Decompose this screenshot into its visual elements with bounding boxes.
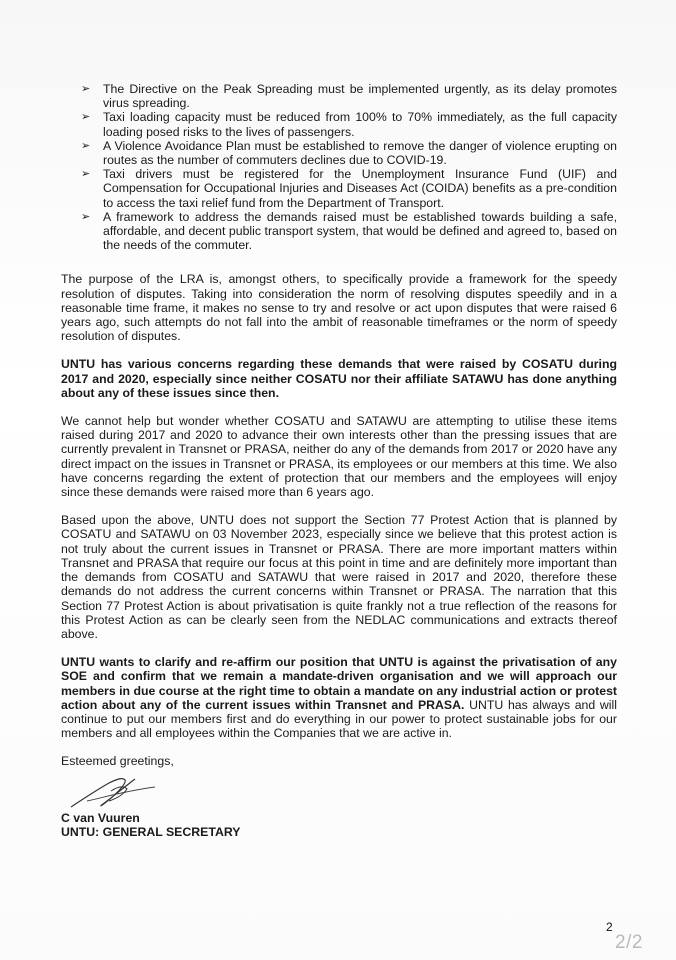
wonder-paragraph: We cannot help but wonder whether COSATU and SATAWU are attempting to utilise these items raised during 2017 and 2020 to advance their own interests other than the pressing issues that are currently prevalent in Transnet or PRASA, neither do any of the demands from 2017 or 2020 have any direct impact on the issues in Transnet or PRASA, its employees or our members at this time. We also have concerns regarding the extent of protection that our members and the employees will enjoy since these demands were raised more than 6 years ago. (61, 414, 617, 500)
list-item: ➢ Taxi loading capacity must be reduced from 100% to 70% immediately, as the full capacity loading posed risks to the lives of passengers. (81, 110, 617, 139)
arrow-bullet-icon: ➢ (81, 83, 91, 95)
clarify-rest-text: UNTU has always and will continue to put our members first and do everything in our power to protect sustainable jobs for our members and all employees within the Companies that we are active in. (61, 697, 617, 741)
list-item: ➢ The Directive on the Peak Spreading must be implemented urgently, as its delay promotes virus spreading. (81, 82, 617, 111)
based-upon-paragraph: Based upon the above, UNTU does not support the Section 77 Protest Action that is planned by COSATU and SATAWU on 03 November 2023, especially since we believe that this protest action is not truly about the current issues in Transnet or PRASA. There are more important matters within Transnet and PRASA that require our focus at this point in time and are definitely more important than the demands from COSATU and SATAWU that were raised in 2017 and 2020, therefore these demands do not address the current concerns within Transnet or PRASA. The narration that this Section 77 Protest Action is about privatisation is quite frankly not a true reflection of the reasons for this Protest Action as can be clearly seen from the NEDLAC communications and extracts thereof above. (61, 513, 617, 641)
page-counter: 2/2 (615, 932, 643, 953)
untu-concerns-paragraph: UNTU has various concerns regarding these demands that were raised by COSATU during 2017 and 2020, especially since neither COSATU nor their affiliate SATAWU has done anything about any of these issues since then. (61, 357, 617, 400)
arrow-bullet-icon: ➢ (81, 168, 91, 181)
arrow-bullet-icon: ➢ (81, 139, 91, 152)
demands-list (61, 82, 617, 252)
clarify-bold-text: UNTU wants to clarify and re-affirm our position that UNTU is against the privatisation of any SOE and confirm that we remain a mandate-driven organisation and we will approach our members in due course at the right time to obtain a mandate on any industrial action or protest action about any of the current issues within Transnet and PRASA. (61, 655, 617, 712)
list-item: ➢ A Violence Avoidance Plan must be established to remove the danger of violence erupting on routes as the number of commuters declines due to COVID-19. (81, 138, 617, 168)
page-number: 2 (606, 920, 613, 934)
signature-scribble-icon (65, 771, 185, 813)
signatory-name: C van Vuuren (61, 810, 140, 825)
clarify-paragraph (61, 655, 617, 740)
lra-purpose-paragraph: The purpose of the LRA is, amongst others, to specifically provide a framework for the speedy resolution of disputes. Taking into consideration the norm of resolving disputes speedily and in a reasonable time frame, it makes no sense to try and resolve or act upon disputes that were raised 6 years ago, such attempts do not fall into the ambit of reasonable timeframes or the norm of speedy resolution of disputes. (61, 272, 617, 344)
signature (61, 771, 617, 811)
signatory-title: UNTU: GENERAL SECRETARY (61, 824, 241, 839)
arrow-bullet-icon: ➢ (81, 111, 91, 124)
letter-body (61, 82, 617, 839)
arrow-bullet-icon: ➢ (81, 210, 91, 223)
greeting: Esteemed greetings, (61, 754, 174, 769)
list-item: ➢ Taxi drivers must be registered for the Unemployment Insurance Fund (UIF) and Compensation for Occupational Injuries and Diseases Act (COIDA) benefits as a pre-condition to access the taxi relief fund from the Department of Transport. (81, 167, 617, 210)
list-item: ➢ A framework to address the demands raised must be established towards building a safe, affordable, and decent public transport system, that would be defined and agreed to, based on the needs of the commuter. (81, 209, 617, 253)
